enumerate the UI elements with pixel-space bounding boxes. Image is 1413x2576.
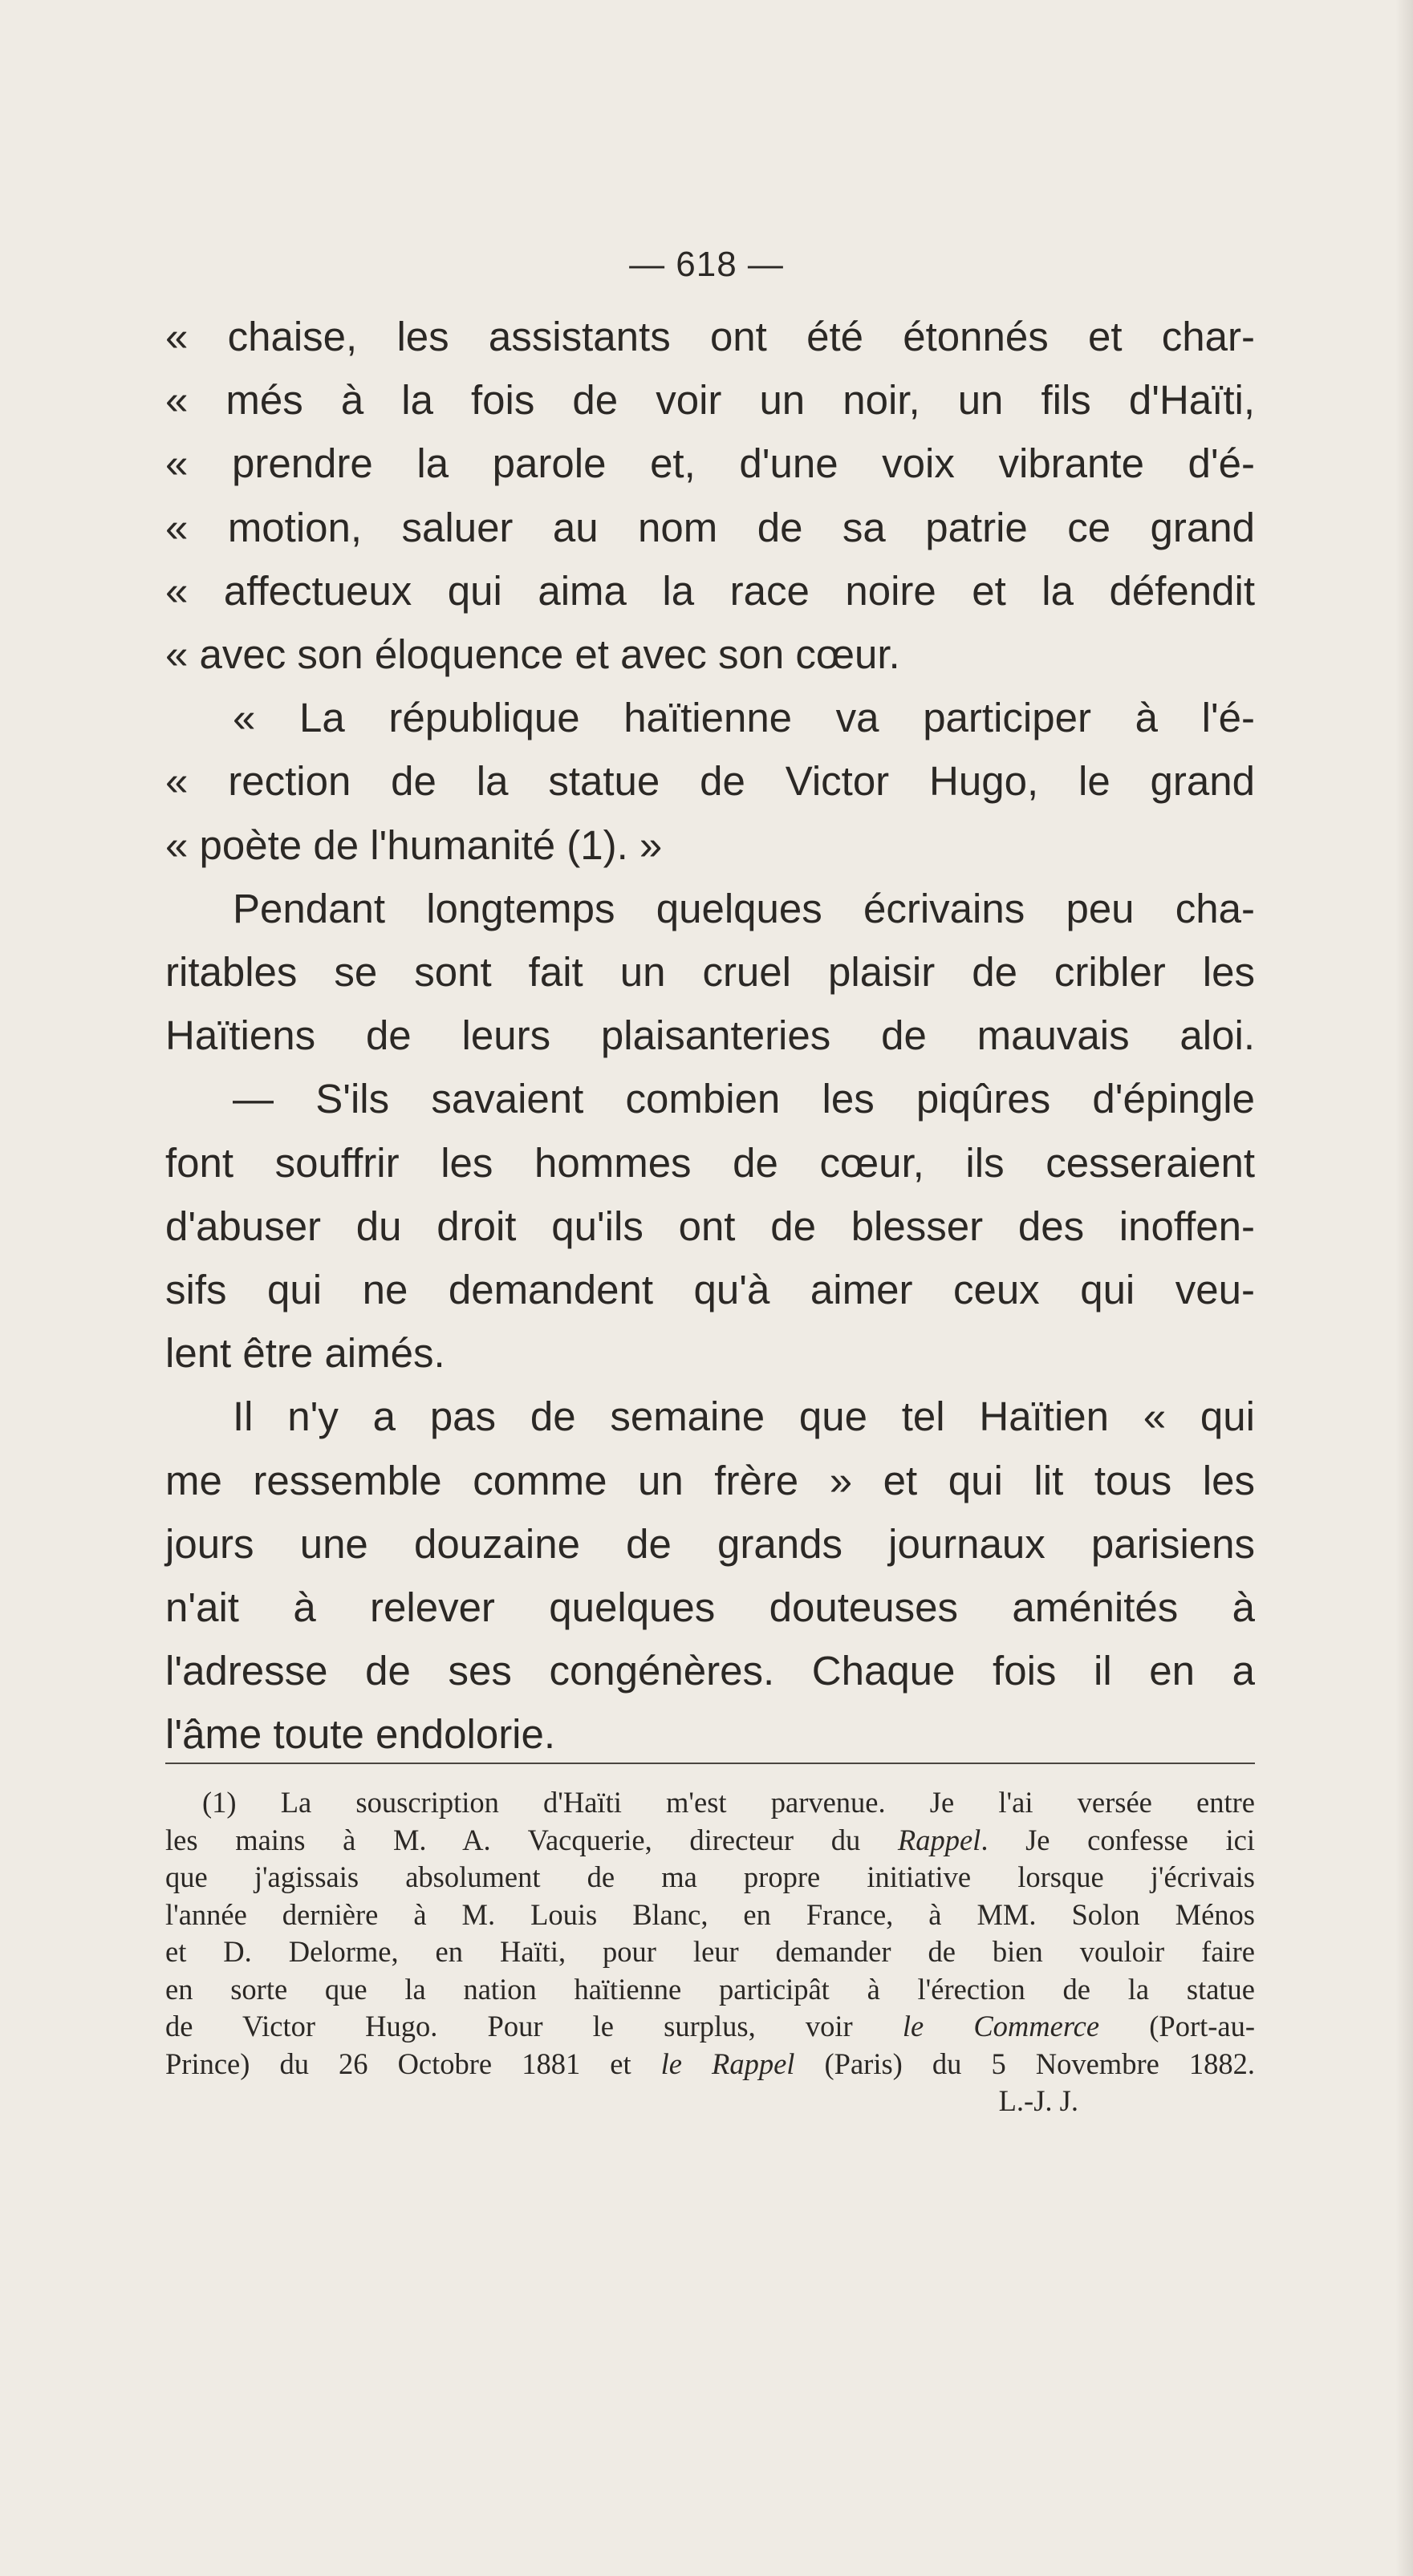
text-line: Il n'y a pas de semaine que tel Haïtien « qui — [233, 1393, 1255, 1440]
footnote-line: en sorte que la nation haïtienne participât à l'érection de la statue — [165, 1972, 1255, 2006]
text-line: — S'ils savaient combien les piqûres d'épingle — [233, 1076, 1255, 1122]
footnote-line: l'année dernière à M. Louis Blanc, en France, à MM. Solon Ménos — [165, 1897, 1255, 1931]
footnote-line: et D. Delorme, en Haïti, pour leur demander de bien vouloir faire — [165, 1935, 1255, 1968]
text-line: n'ait à relever quelques douteuses aménités à — [165, 1584, 1255, 1631]
footnote-line: que j'agissais absolument de ma propre initiative lorsque j'écrivais — [165, 1860, 1255, 1893]
text-line: « poète de l'humanité (1). » — [165, 821, 663, 868]
text-line: « avec son éloquence et avec son cœur. — [165, 631, 900, 678]
body-text — [165, 305, 1255, 1767]
page-edge-shadow — [1395, 0, 1413, 2576]
text-line: lent être aimés. — [165, 1330, 445, 1377]
text-line: l'adresse de ses congénères. Chaque fois il en a — [165, 1648, 1255, 1694]
text-line: « La république haïtienne va participer à l'é- — [233, 695, 1255, 741]
text-line: « motion, saluer au nom de sa patrie ce grand — [165, 504, 1255, 550]
text-line: ritables se sont fait un cruel plaisir de cribler les — [165, 949, 1255, 996]
text-line: jours une douzaine de grands journaux parisiens — [165, 1520, 1255, 1567]
text-line: « més à la fois de voir un noir, un fils d'Haïti, — [165, 377, 1255, 424]
footnote-line: les mains à M. A. Vacquerie, directeur du Rappel. Je confesse ici — [165, 1823, 1255, 1856]
text-line: « affectueux qui aima la race noire et la défendit — [165, 567, 1255, 614]
page-number: — 618 — — [629, 245, 784, 284]
text-line: l'âme toute endolorie. — [165, 1711, 556, 1758]
text-line: me ressemble comme un frère » et qui lit tous les — [165, 1457, 1255, 1503]
text-line: d'abuser du droit qu'ils ont de blesser des inoffen- — [165, 1203, 1255, 1249]
text-line: Pendant longtemps quelques écrivains peu cha- — [233, 885, 1255, 931]
footnote-divider — [165, 1763, 1255, 1764]
footnote-line: Prince) du 26 Octobre 1881 et le Rappel (Paris) du 5 Novembre 1882. — [165, 2047, 1255, 2080]
text-line: « chaise, les assistants ont été étonnés et char- — [165, 314, 1255, 359]
footnote-line: de Victor Hugo. Pour le surplus, voir le Commerce (Port-au- — [165, 2010, 1256, 2043]
text-line: font souffrir les hommes de cœur, ils cesseraient — [165, 1139, 1255, 1186]
footnote-signature: L.-J. J. — [998, 2084, 1078, 2117]
text-line: sifs qui ne demandent qu'à aimer ceux qui veu- — [165, 1267, 1255, 1313]
footnote-line: (1) La souscription d'Haïti m'est parvenue. Je l'ai versée entre — [202, 1786, 1255, 1819]
text-line: Haïtiens de leurs plaisanteries de mauvais aloi. — [165, 1012, 1255, 1059]
text-line: « prendre la parole et, d'une voix vibrante d'é- — [165, 440, 1255, 487]
footnote — [165, 1784, 1255, 2120]
text-line: « rection de la statue de Victor Hugo, le grand — [165, 758, 1255, 805]
